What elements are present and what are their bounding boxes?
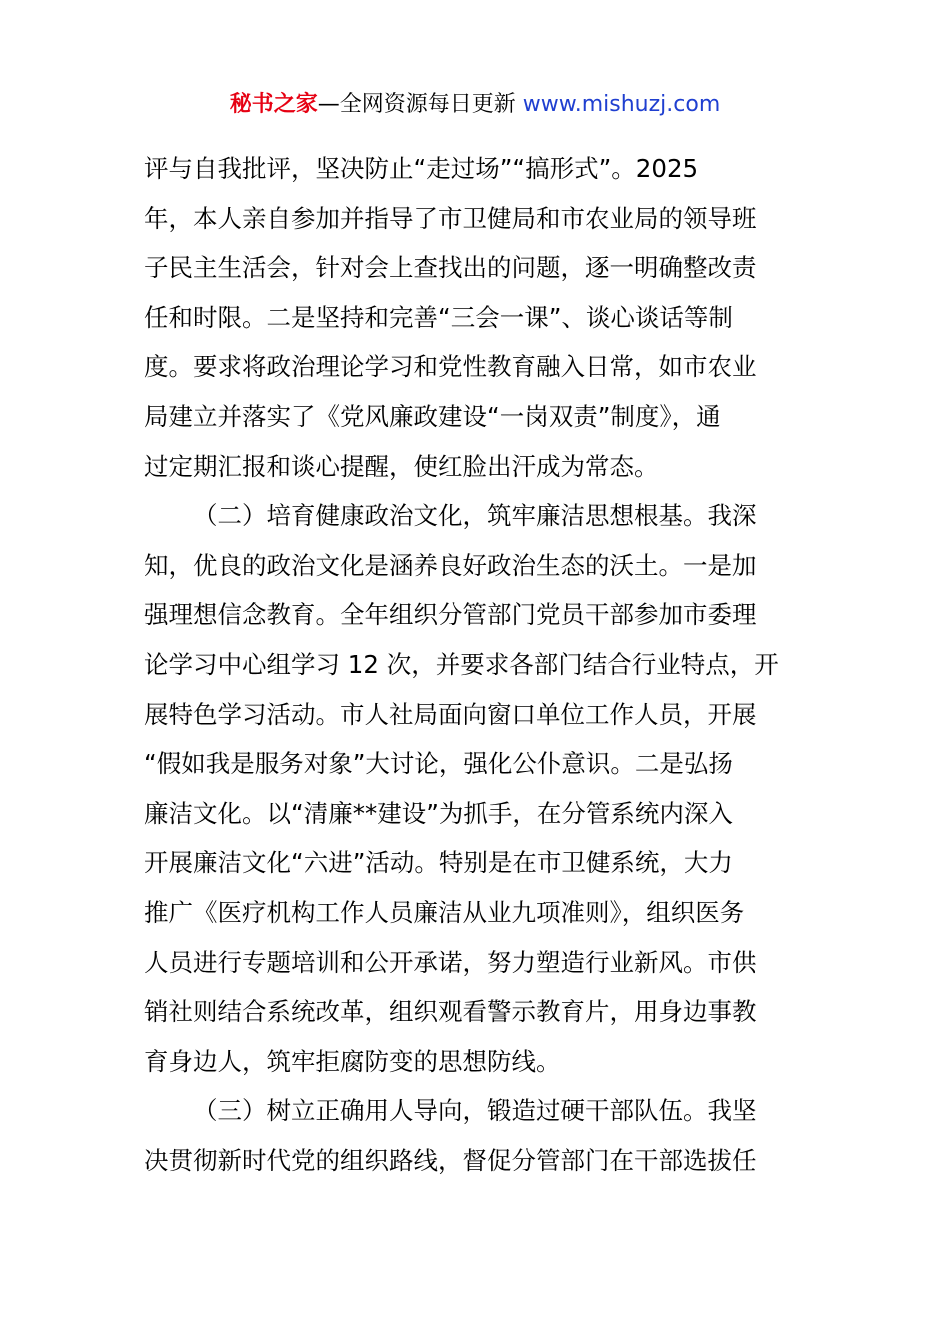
text-line: 销社则结合系统改革，组织观看警示教育片，用身边事教 — [144, 997, 757, 1027]
website-link[interactable]: www.mishuzj.com — [522, 92, 721, 117]
text-line: 局建立并落实了《党风廉政建设“一岗双责”制度》，通 — [144, 401, 721, 431]
text-line: 推广《医疗机构工作人员廉洁从业九项准则》，组织医务 — [144, 897, 745, 927]
text-line: 育身边人，筑牢拒腐防变的思想防线。 — [144, 1046, 561, 1076]
text-line: 展特色学习活动。市人社局面向窗口单位工作人员，开展 — [144, 699, 757, 729]
text-line: 人员进行专题培训和公开承诺，努力塑造行业新风。市供 — [144, 947, 757, 977]
text-line: 廉洁文化。以“清廉**建设”为抓手，在分管系统内深入 — [144, 798, 733, 828]
text-line: 强理想信念教育。全年组织分管部门党员干部参加市委理 — [144, 600, 757, 630]
text-line: 任和时限。二是坚持和完善“三会一课”、谈心谈话等制 — [144, 302, 733, 332]
text-line: 知，优良的政治文化是涵养良好政治生态的沃土。一是加 — [144, 550, 757, 580]
section-heading-line: （三）树立正确用人导向，锻造过硬干部队伍。我坚 — [193, 1096, 757, 1126]
brand-name: 秘书之家 — [229, 92, 318, 117]
text-line: 论学习中心组学习 12 次，并要求各部门结合行业特点，开 — [144, 649, 779, 679]
text-line: 决贯彻新时代党的组织路线，督促分管部门在干部选拔任 — [144, 1145, 757, 1175]
header-tagline: —全网资源每日更新 — [317, 92, 523, 117]
text-line: 年，本人亲自参加并指导了市卫健局和市农业局的领导班 — [144, 203, 757, 233]
text-line: 开展廉洁文化“六进”活动。特别是在市卫健系统，大力 — [144, 848, 733, 878]
text-line: 过定期汇报和谈心提醒，使红脸出汗成为常态。 — [144, 451, 659, 481]
page-header — [0, 88, 950, 122]
section-heading-line: （二）培育健康政治文化，筑牢廉洁思想根基。我深 — [193, 501, 757, 531]
text-line: 评与自我批评，坚决防止“走过场”“搞形式”。2025 — [144, 154, 699, 183]
text-line: 度。要求将政治理论学习和党性教育融入日常，如市农业 — [144, 352, 757, 382]
text-line: “假如我是服务对象”大讨论，强化公仆意识。二是弘扬 — [144, 749, 733, 779]
text-line: 子民主生活会，针对会上查找出的问题，逐一明确整改责 — [144, 253, 757, 283]
document-body — [144, 144, 808, 1185]
